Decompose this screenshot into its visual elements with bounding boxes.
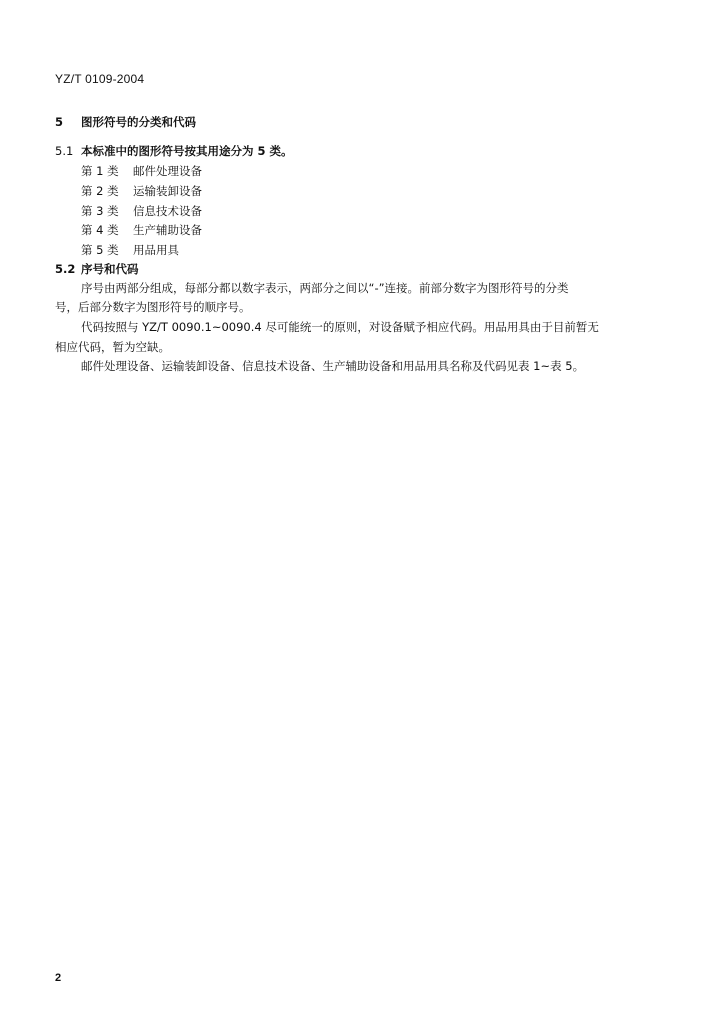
category-item bbox=[81, 184, 202, 198]
paragraph-line: 号，后部分数字为图形符号的顺序号。 bbox=[55, 300, 251, 314]
category-item bbox=[81, 223, 202, 237]
category-name: 信息技术设备 bbox=[133, 204, 202, 218]
category-item bbox=[81, 164, 202, 178]
category-number: 第 5 类 bbox=[81, 243, 119, 257]
category-number: 第 4 类 bbox=[81, 223, 119, 237]
paragraph-line: 相应代码，暂为空缺。 bbox=[55, 340, 170, 354]
section-heading bbox=[55, 115, 196, 129]
paragraph-line: 代码按照与 YZ/T 0090.1~0090.4 尽可能统一的原则，对设备赋予相应代码。用品用具由于目前暂无 bbox=[81, 320, 599, 334]
category-number: 第 2 类 bbox=[81, 184, 119, 198]
category-item bbox=[81, 243, 179, 257]
category-name: 生产辅助设备 bbox=[133, 223, 202, 237]
page-number: 2 bbox=[55, 972, 62, 984]
standard-code-header: YZ/T 0109-2004 bbox=[55, 72, 145, 86]
subsection-title: 序号和代码 bbox=[81, 262, 139, 276]
category-name: 邮件处理设备 bbox=[133, 164, 202, 178]
section-title: 图形符号的分类和代码 bbox=[81, 115, 196, 129]
paragraph-line: 序号由两部分组成，每部分都以数字表示，两部分之间以“-”连接。前部分数字为图形符号的分类 bbox=[81, 281, 569, 295]
category-number: 第 1 类 bbox=[81, 164, 119, 178]
category-name: 运输装卸设备 bbox=[133, 184, 202, 198]
subsection-number: 5.1 bbox=[55, 144, 74, 158]
subsection-text: 本标准中的图形符号按其用途分为 5 类。 bbox=[81, 144, 293, 158]
section-number: 5 bbox=[55, 115, 64, 129]
category-item bbox=[81, 204, 202, 218]
category-number: 第 3 类 bbox=[81, 204, 119, 218]
subsection-5-1 bbox=[55, 144, 293, 158]
paragraph-line: 邮件处理设备、运输装卸设备、信息技术设备、生产辅助设备和用品用具名称及代码见表 1~表 5。 bbox=[81, 359, 585, 373]
subsection-5-2 bbox=[55, 262, 139, 276]
subsection-number: 5.2 bbox=[55, 262, 76, 276]
category-name: 用品用具 bbox=[133, 243, 179, 257]
